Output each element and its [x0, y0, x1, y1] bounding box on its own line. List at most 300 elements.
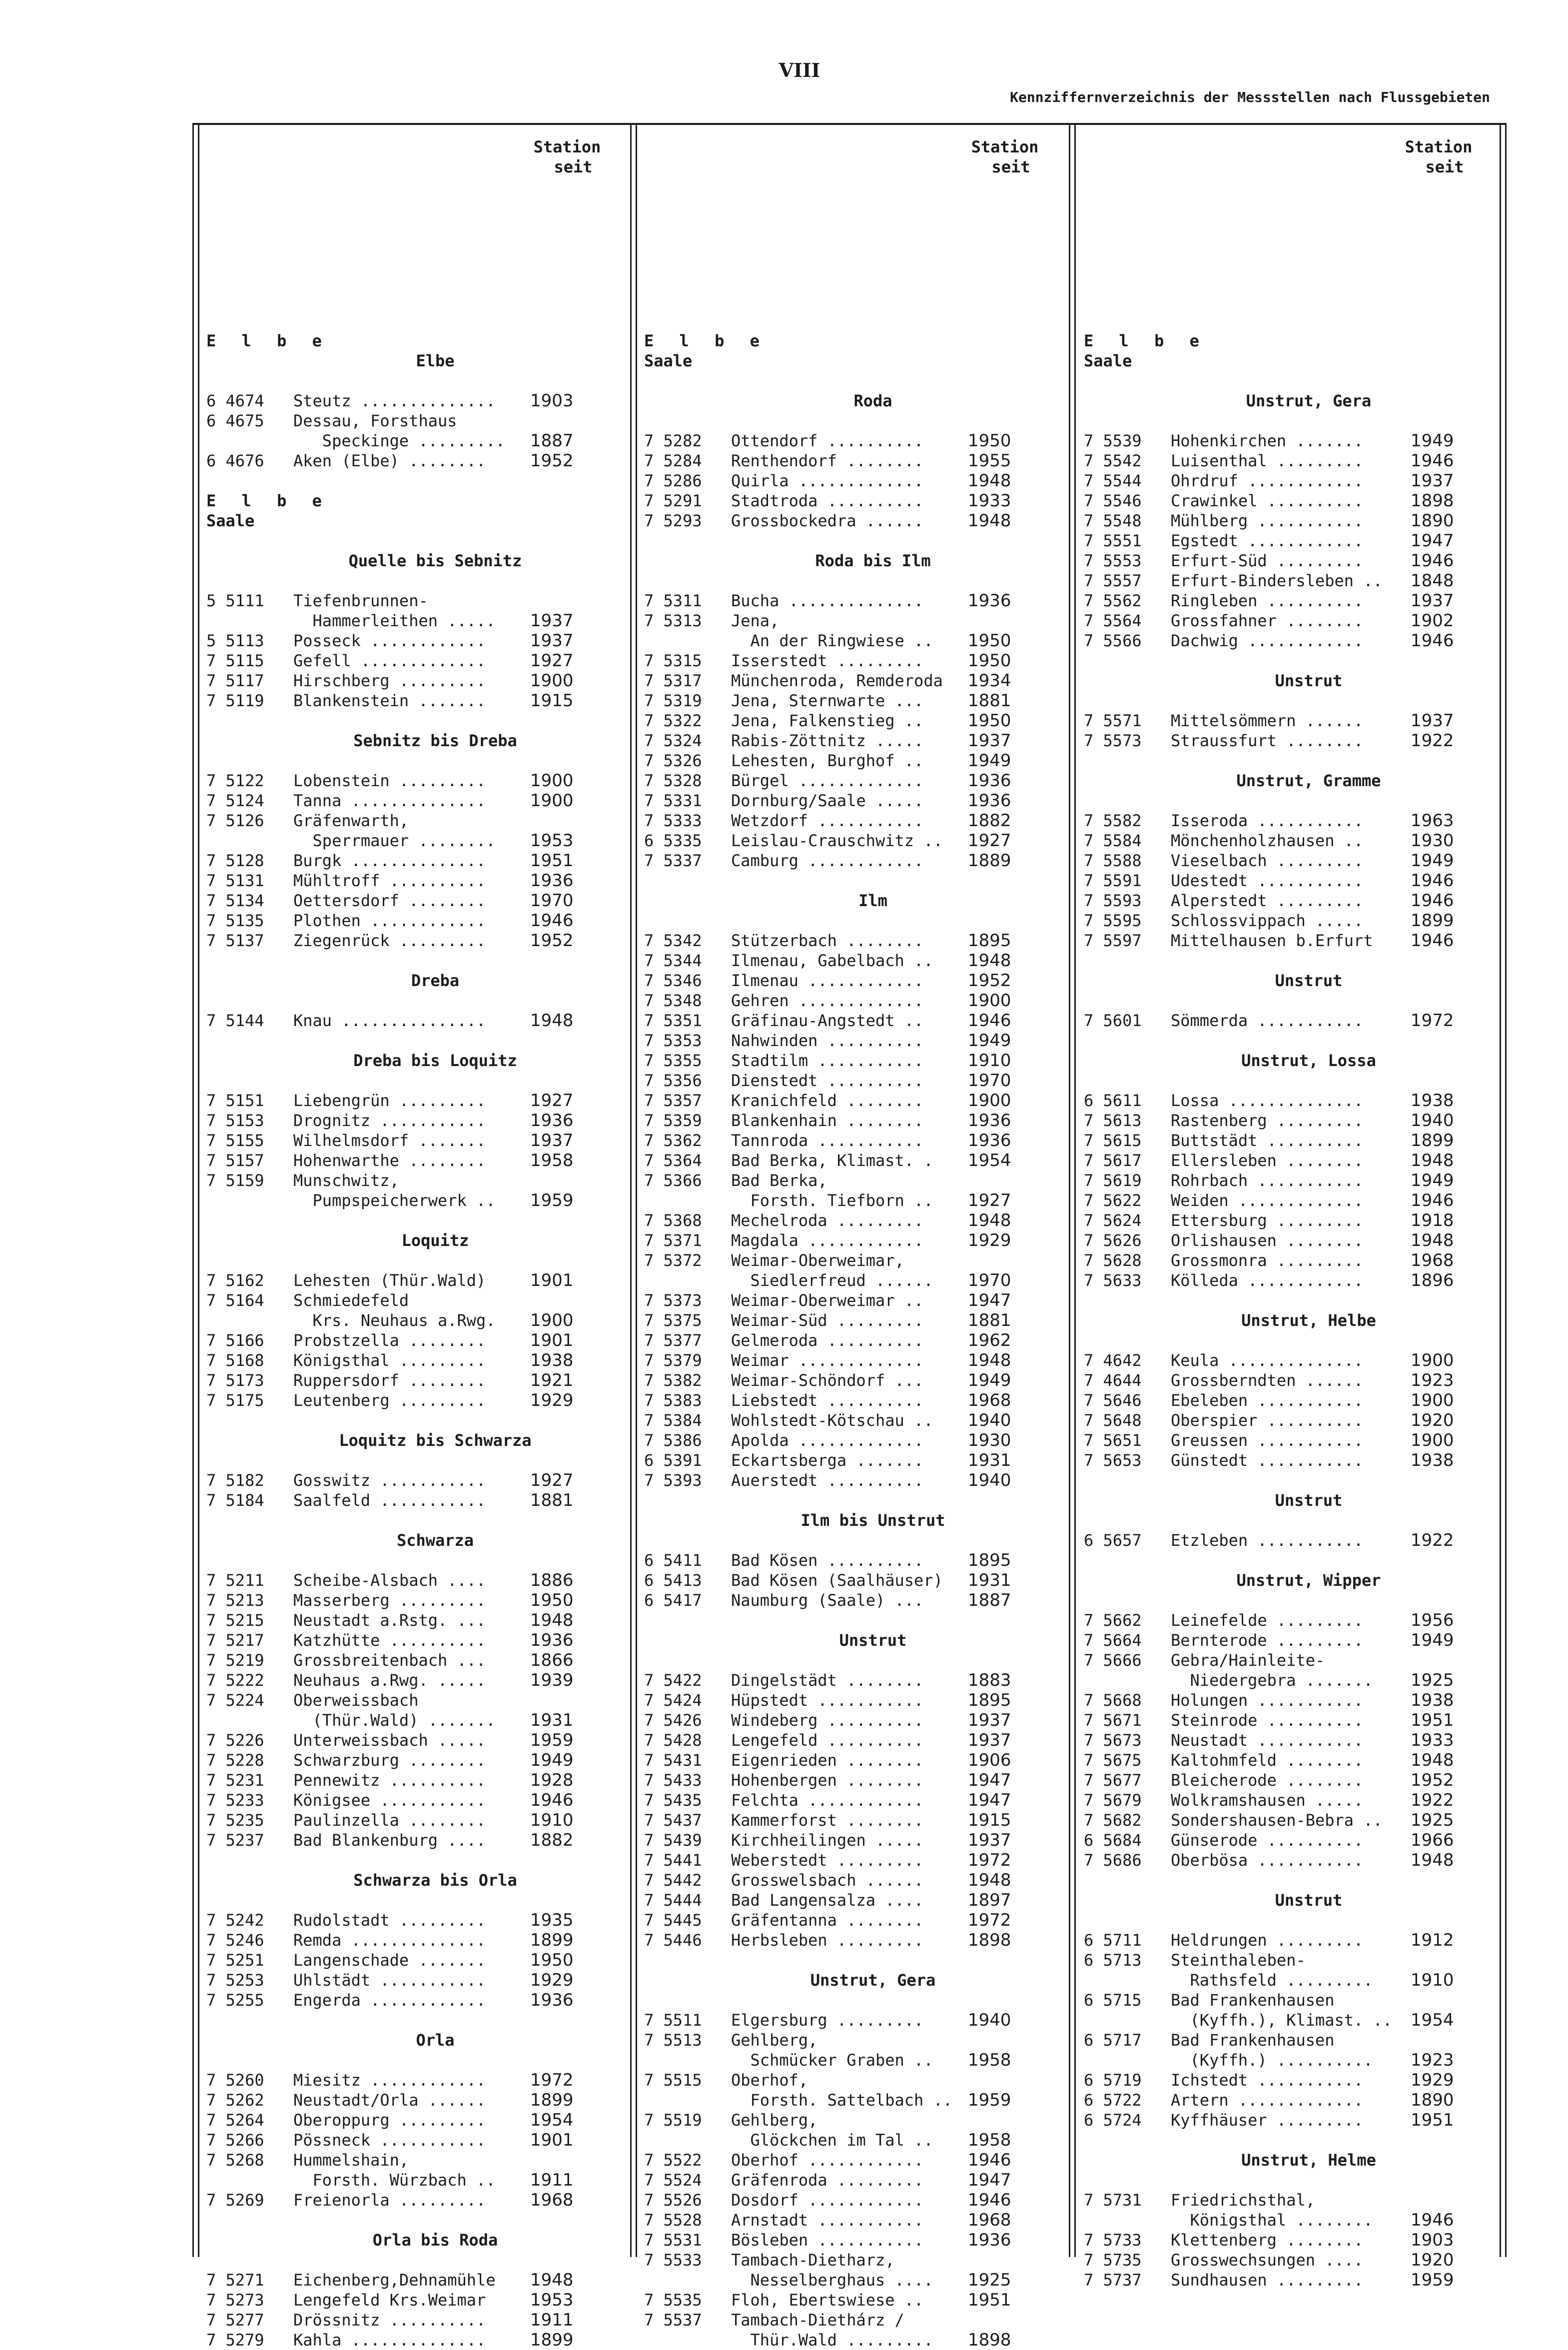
- station-code: 7 5359: [644, 1111, 702, 1130]
- station-name: Engerda ............: [293, 1991, 486, 2010]
- station-row: [206, 2330, 624, 2350]
- station-code: 7 5664: [1084, 1631, 1142, 1650]
- station-row: [206, 1670, 624, 1690]
- station-code: 7 5511: [644, 2011, 702, 2030]
- station-row: [644, 471, 1062, 491]
- station-code: 7 5131: [206, 871, 264, 890]
- station-code: 7 5533: [644, 2251, 702, 2270]
- station-year: 1915: [530, 691, 574, 711]
- station-year: 1946: [530, 1790, 574, 1810]
- station-name: Sondershausen-Bebra ..: [1171, 1811, 1383, 1830]
- station-row: [1084, 1250, 1494, 1270]
- header-station: Station: [533, 137, 601, 156]
- station-name: Grossberndten ......: [1171, 1371, 1364, 1390]
- station-row: [1084, 1210, 1494, 1230]
- station-code: 7 5557: [1084, 571, 1142, 590]
- station-row: [206, 1171, 624, 1190]
- station-code: 7 5286: [644, 471, 702, 490]
- station-code: 7 5282: [644, 431, 702, 450]
- station-name: Schmücker Graben ..: [731, 2051, 933, 2070]
- station-year: 1939: [530, 1670, 574, 1690]
- station-code: 7 5531: [644, 2231, 702, 2250]
- header-station: Station: [1405, 137, 1473, 156]
- station-name: Weimar-Oberweimar,: [731, 1251, 904, 1270]
- basin-heading: Saale: [644, 351, 693, 370]
- station-name: Gelmeroda ..........: [731, 1331, 924, 1350]
- station-year: 1900: [1411, 1430, 1454, 1450]
- station-row: [206, 691, 624, 711]
- station-code: 7 5679: [1084, 1791, 1142, 1810]
- station-row: [644, 811, 1062, 831]
- station-name: Jena, Sternwarte ...: [731, 691, 924, 710]
- station-code: 7 5128: [206, 851, 264, 870]
- station-year: 1890: [1411, 511, 1454, 531]
- basin-heading: Saale: [1084, 351, 1132, 370]
- station-code: 7 5666: [1084, 1651, 1142, 1670]
- station-name: Arnstadt ...........: [731, 2211, 924, 2230]
- station-name: Hirschberg .........: [293, 671, 486, 690]
- station-name: Bad Kösen ..........: [731, 1551, 924, 1570]
- station-row: [206, 671, 624, 691]
- station-code: 7 5351: [644, 1011, 702, 1030]
- station-name: Probstzella ........: [293, 1331, 486, 1350]
- station-name: Drognitz ...........: [293, 1111, 486, 1130]
- station-year: 1920: [1411, 1410, 1454, 1430]
- spacer: [1084, 951, 1494, 971]
- station-name: Kyffhäuser .........: [1171, 2111, 1364, 2130]
- station-code: 7 5522: [644, 2151, 702, 2170]
- station-row: [644, 1470, 1062, 1490]
- station-name: Liebengrün .........: [293, 1091, 486, 1110]
- station-year: 1903: [1411, 2230, 1454, 2250]
- station-code: 7 5124: [206, 791, 264, 810]
- station-code: 6 5713: [1084, 1951, 1142, 1970]
- station-name: Rastenberg .........: [1171, 1111, 1364, 1130]
- station-year: 1937: [1411, 591, 1454, 611]
- station-code: 6 5391: [644, 1451, 702, 1470]
- spacer: [1084, 1290, 1494, 1310]
- spacer: [206, 1510, 624, 1530]
- station-row: [644, 1910, 1062, 1930]
- station-code: 7 5624: [1084, 1211, 1142, 1230]
- station-code: 7 5371: [644, 1231, 702, 1250]
- section-heading: Orla: [416, 2031, 455, 2050]
- station-name: Glöckchen im Tal ..: [731, 2131, 933, 2150]
- station-row: [206, 1750, 624, 1770]
- station-row: [206, 1111, 624, 1131]
- station-name: Steutz ..............: [293, 391, 496, 410]
- station-name: Klettenberg ........: [1171, 2231, 1364, 2250]
- header-seit: seit: [991, 157, 1030, 176]
- station-name: Leutenberg .........: [293, 1391, 486, 1410]
- station-row: [1084, 711, 1494, 731]
- station-name: Kaltohmfeld ........: [1171, 1751, 1364, 1770]
- station-name: Kölleda ............: [1171, 1271, 1364, 1290]
- station-year: 1949: [1411, 1630, 1454, 1650]
- station-code: 7 5437: [644, 1811, 702, 1830]
- station-year: 1937: [530, 611, 574, 631]
- station-name: Münchenroda, Remderoda: [731, 671, 943, 690]
- station-code: 7 5439: [644, 1831, 702, 1850]
- station-code: 7 5153: [206, 1111, 264, 1130]
- station-row: [1084, 1131, 1494, 1151]
- station-name: Forsth. Würzbach ..: [293, 2171, 496, 2190]
- station-row: [644, 1270, 1062, 1290]
- station-row: [206, 1190, 624, 1210]
- station-year: 1895: [968, 1690, 1011, 1710]
- station-name: Holungen ...........: [1171, 1691, 1364, 1710]
- station-name: Aken (Elbe) ........: [293, 451, 486, 470]
- station-code: 7 5279: [206, 2331, 264, 2350]
- spacer: [1084, 1870, 1494, 1890]
- station-name: Quirla .............: [731, 471, 924, 490]
- station-name: Hohenkirchen .......: [1171, 431, 1364, 450]
- station-name: Liebstedt ..........: [731, 1391, 924, 1410]
- station-year: 1936: [968, 1131, 1011, 1151]
- station-code: 7 5333: [644, 811, 702, 830]
- station-row: [644, 1290, 1062, 1310]
- station-code: 6 5335: [644, 831, 702, 850]
- station-year: 1887: [530, 431, 574, 451]
- station-row: [206, 431, 624, 451]
- station-row: [1084, 831, 1494, 851]
- station-name: Kranichfeld ........: [731, 1091, 924, 1110]
- station-row: [644, 1210, 1062, 1230]
- station-code: 7 5537: [644, 2311, 702, 2330]
- station-row: [644, 1430, 1062, 1450]
- spacer: [206, 1410, 624, 1430]
- station-row: [644, 1051, 1062, 1071]
- entry-list: [644, 331, 1062, 2350]
- station-year: 1936: [968, 591, 1011, 611]
- station-name: (Kyffh.), Klimast. ..: [1171, 2011, 1393, 2030]
- page-subtitle: Kennziffernverzeichnis der Messstellen nach Flussgebieten: [1010, 89, 1490, 105]
- station-row: [206, 451, 624, 471]
- station-name: Lobenstein .........: [293, 771, 486, 790]
- station-name: Lengefeld Krs.Weimar: [293, 2291, 486, 2310]
- station-name: Ellersleben ........: [1171, 1151, 1364, 1170]
- station-code: 7 5588: [1084, 851, 1142, 870]
- station-year: 1959: [1411, 2270, 1454, 2290]
- station-row: [1084, 1830, 1494, 1850]
- station-name: Ebeleben ...........: [1171, 1391, 1364, 1410]
- station-name: Friedrichsthal,: [1171, 2191, 1315, 2210]
- station-year: 1949: [1411, 851, 1454, 871]
- station-row: [206, 2150, 624, 2170]
- station-year: 1951: [1411, 2110, 1454, 2130]
- station-year: 1952: [1411, 1770, 1454, 1790]
- station-row: [1084, 2070, 1494, 2090]
- station-row: [206, 1151, 624, 1171]
- spacer: [1084, 751, 1494, 771]
- station-row: [644, 991, 1062, 1011]
- column-header: [522, 137, 612, 177]
- spacer: [206, 2010, 624, 2030]
- station-row: [1084, 571, 1494, 591]
- station-year: 1947: [968, 1770, 1011, 1790]
- station-year: 1895: [968, 931, 1011, 951]
- station-row: [644, 2330, 1062, 2350]
- station-name: Neustadt a.Rstg. ...: [293, 1611, 486, 1630]
- station-name: Ohrdruf ............: [1171, 471, 1364, 490]
- station-name: Günserode ..........: [1171, 1831, 1364, 1850]
- station-code: 7 4644: [1084, 1371, 1142, 1390]
- station-year: 1927: [530, 651, 574, 671]
- station-row: [644, 431, 1062, 451]
- station-code: 7 5619: [1084, 1171, 1142, 1190]
- station-row: [644, 2310, 1062, 2330]
- station-year: 1882: [968, 811, 1011, 831]
- station-code: 7 5515: [644, 2071, 702, 2090]
- station-row: [1084, 1970, 1494, 1990]
- spacer: [644, 1650, 1062, 1670]
- station-name: Königsee ...........: [293, 1791, 486, 1810]
- station-name: Crawinkel ..........: [1171, 491, 1364, 510]
- station-row: [206, 1730, 624, 1750]
- station-year: 1950: [530, 1950, 574, 1970]
- station-name: Thür.Wald .........: [731, 2331, 933, 2350]
- station-code: 7 5628: [1084, 1251, 1142, 1270]
- station-row: [644, 1091, 1062, 1111]
- station-row: [1084, 1270, 1494, 1290]
- station-row: [206, 2290, 624, 2310]
- station-row: [644, 2190, 1062, 2210]
- station-name: Bleicherode ........: [1171, 1771, 1364, 1790]
- station-row: [1084, 731, 1494, 751]
- station-name: Grosswechsungen ....: [1171, 2251, 1364, 2270]
- station-name: Neustadt ...........: [1171, 1731, 1364, 1750]
- spacer: [1084, 1550, 1494, 1570]
- spacer: [644, 1490, 1062, 1510]
- station-year: 1948: [968, 511, 1011, 531]
- station-row: [206, 1270, 624, 1290]
- station-year: 1970: [530, 891, 574, 911]
- station-year: 1950: [968, 651, 1011, 671]
- station-row: [1084, 1190, 1494, 1210]
- station-code: 6 4676: [206, 451, 264, 470]
- station-code: 7 5264: [206, 2111, 264, 2130]
- station-row: [206, 911, 624, 931]
- station-name: Neuhaus a.Rwg. .....: [293, 1671, 486, 1690]
- station-name: Ruppersdorf ........: [293, 1371, 486, 1390]
- station-code: 7 5144: [206, 1011, 264, 1030]
- station-year: 1951: [530, 851, 574, 871]
- station-year: 1948: [968, 471, 1011, 491]
- station-code: 7 5546: [1084, 491, 1142, 510]
- station-row: [206, 1350, 624, 1370]
- station-row: [644, 491, 1062, 511]
- station-code: 7 5348: [644, 991, 702, 1010]
- station-code: 7 5524: [644, 2171, 702, 2190]
- station-year: 1927: [968, 831, 1011, 851]
- station-year: 1954: [1411, 2010, 1454, 2030]
- station-name: Wolkramshausen .....: [1171, 1791, 1364, 1810]
- station-year: 1946: [968, 2150, 1011, 2170]
- station-code: 7 5326: [644, 751, 702, 770]
- station-name: Weberstedt .........: [731, 1851, 924, 1870]
- station-code: 6 5724: [1084, 2111, 1142, 2130]
- station-row: [206, 631, 624, 651]
- station-code: 7 5733: [1084, 2231, 1142, 2250]
- station-year: 1938: [1411, 1690, 1454, 1710]
- station-name: Erfurt-Süd .........: [1171, 551, 1364, 570]
- station-row: [1084, 1810, 1494, 1830]
- station-code: 7 5428: [644, 1731, 702, 1750]
- station-row: [206, 871, 624, 891]
- station-name: Grossbreitenbach ...: [293, 1651, 486, 1670]
- station-year: 1900: [1411, 1390, 1454, 1410]
- station-code: 7 5219: [206, 1651, 264, 1670]
- station-code: 7 5591: [1084, 871, 1142, 890]
- station-row: [1084, 2030, 1494, 2050]
- station-row: [644, 1151, 1062, 1171]
- station-name: Oberoppurg .........: [293, 2111, 486, 2130]
- station-code: 7 5613: [1084, 1111, 1142, 1130]
- station-code: 7 5528: [644, 2211, 702, 2230]
- station-row: [206, 591, 624, 611]
- station-code: 7 5646: [1084, 1391, 1142, 1410]
- station-year: 1887: [968, 1590, 1011, 1610]
- spacer: [644, 1990, 1062, 2010]
- station-code: 7 5164: [206, 1291, 264, 1310]
- station-row: [206, 1490, 624, 1510]
- station-code: 7 5446: [644, 1931, 702, 1950]
- station-name: Lehesten (Thür.Wald): [293, 1271, 486, 1290]
- station-row: [206, 2270, 624, 2290]
- station-code: 7 5251: [206, 1951, 264, 1970]
- station-year: 1955: [968, 451, 1011, 471]
- station-name: Ichstedt ...........: [1171, 2071, 1364, 2090]
- spacer: [206, 1210, 624, 1230]
- station-row: [1084, 431, 1494, 451]
- station-code: 7 5373: [644, 1291, 702, 1310]
- station-code: 7 5134: [206, 891, 264, 910]
- station-row: [206, 2310, 624, 2330]
- station-year: 1940: [968, 1410, 1011, 1430]
- station-name: Camburg ............: [731, 851, 924, 870]
- station-row: [644, 1250, 1062, 1270]
- station-code: 7 5115: [206, 651, 264, 670]
- spacer: [1084, 791, 1494, 811]
- basin-heading: Saale: [206, 511, 255, 530]
- station-code: 6 5411: [644, 1551, 702, 1570]
- station-year: 1929: [530, 1970, 574, 1990]
- station-year: 1951: [1411, 1710, 1454, 1730]
- station-code: 7 5393: [644, 1471, 702, 1490]
- station-row: [1084, 811, 1494, 831]
- station-row: [644, 1870, 1062, 1890]
- station-code: 7 5266: [206, 2131, 264, 2150]
- station-year: 1927: [968, 1190, 1011, 1210]
- station-name: Hohenbergen ........: [731, 1771, 924, 1790]
- station-code: 7 5356: [644, 1071, 702, 1090]
- station-year: 1937: [530, 1131, 574, 1151]
- station-code: 7 5737: [1084, 2271, 1142, 2290]
- station-name: Weimar-Oberweimar ..: [731, 1291, 924, 1310]
- station-year: 1940: [1411, 1111, 1454, 1131]
- station-year: 1931: [968, 1570, 1011, 1590]
- station-code: 7 5551: [1084, 531, 1142, 550]
- station-name: Mechelroda .........: [731, 1211, 924, 1230]
- station-row: [1084, 1630, 1494, 1650]
- station-code: 7 5362: [644, 1131, 702, 1150]
- station-year: 1912: [1411, 1930, 1454, 1950]
- station-year: 1937: [968, 731, 1011, 751]
- station-year: 1899: [530, 1930, 574, 1950]
- station-year: 1950: [968, 631, 1011, 651]
- station-row: [1084, 1350, 1494, 1370]
- station-code: 7 5593: [1084, 891, 1142, 910]
- station-name: Posseck ............: [293, 631, 486, 650]
- station-name: Nahwinden ..........: [731, 1031, 924, 1050]
- station-name: Königsthal ........: [1171, 2211, 1373, 2230]
- station-year: 1959: [530, 1730, 574, 1750]
- section-heading: Loquitz: [401, 1231, 469, 1250]
- station-row: [1084, 1990, 1494, 2010]
- station-year: 1937: [968, 1710, 1011, 1730]
- station-row: [206, 1011, 624, 1031]
- station-row: [1084, 2210, 1494, 2230]
- station-name: Oberhof ............: [731, 2151, 924, 2170]
- station-code: 7 5653: [1084, 1451, 1142, 1470]
- station-row: [1084, 2190, 1494, 2210]
- station-row: [644, 2090, 1062, 2110]
- station-year: 1962: [968, 1330, 1011, 1350]
- station-name: Tannroda ...........: [731, 1131, 924, 1150]
- station-year: 1936: [968, 1111, 1011, 1131]
- station-year: 1946: [1411, 1190, 1454, 1210]
- station-year: 1937: [968, 1830, 1011, 1850]
- section-heading: Unstrut, Lossa: [1241, 1051, 1376, 1070]
- station-year: 1946: [1411, 891, 1454, 911]
- station-code: 7 5355: [644, 1051, 702, 1070]
- station-year: 1900: [968, 991, 1011, 1011]
- station-name: Bernterode .........: [1171, 1631, 1364, 1650]
- station-code: 7 5368: [644, 1211, 702, 1230]
- station-code: 5 5111: [206, 591, 264, 610]
- station-row: [644, 1190, 1062, 1210]
- station-name: Keula ..............: [1171, 1351, 1364, 1370]
- section-heading: Ilm: [858, 891, 887, 910]
- station-code: 7 5651: [1084, 1431, 1142, 1450]
- station-row: [644, 2070, 1062, 2090]
- station-year: 1915: [968, 1810, 1011, 1830]
- spacer: [644, 1530, 1062, 1550]
- station-code: 7 5564: [1084, 611, 1142, 630]
- station-name: Wilhelmsdorf .......: [293, 1131, 486, 1150]
- station-name: Stützerbach ........: [731, 931, 924, 950]
- station-year: 1929: [1411, 2070, 1454, 2090]
- station-year: 1948: [1411, 1850, 1454, 1870]
- station-year: 1899: [530, 2330, 574, 2350]
- station-row: [206, 811, 624, 831]
- spacer: [206, 1450, 624, 1470]
- station-year: 1946: [968, 2190, 1011, 2210]
- station-year: 1946: [1411, 2210, 1454, 2230]
- station-row: [206, 1590, 624, 1610]
- station-year: 1972: [530, 2070, 574, 2090]
- station-name: Sundhausen .........: [1171, 2271, 1364, 2290]
- station-year: 1918: [1411, 1210, 1454, 1230]
- station-code: 7 5117: [206, 671, 264, 690]
- station-year: 1933: [968, 491, 1011, 511]
- spacer: [1084, 1330, 1494, 1350]
- station-row: [1084, 931, 1494, 951]
- station-code: 7 5372: [644, 1251, 702, 1270]
- station-code: 6 5722: [1084, 2091, 1142, 2110]
- station-row: [1084, 1950, 1494, 1970]
- entry-list: [206, 331, 624, 2350]
